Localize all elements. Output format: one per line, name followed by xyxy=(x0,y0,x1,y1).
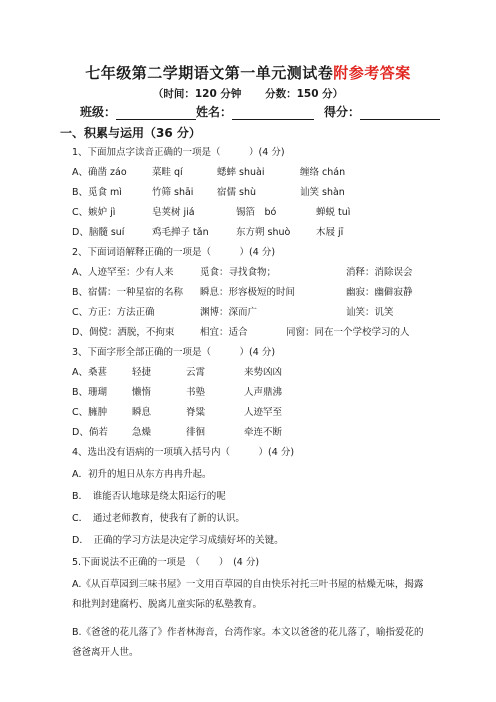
title-main: 七年级第二学期语文第一单元测试卷 xyxy=(85,64,334,82)
q1-d-item-2: 鸡毛掸子 tǎn xyxy=(152,227,209,238)
q2-d-item-3: 同窗：同在一个学校学习的人 xyxy=(286,327,410,338)
q3-c-item-2: 瞬息 xyxy=(132,407,152,418)
q4-option-c: C． 通过老师教育，使我有了新的认识。 xyxy=(72,513,245,524)
exam-time: （时间：120 分钟 xyxy=(152,88,242,100)
exam-meta xyxy=(0,86,496,101)
q3-b-item-3: 书塾 xyxy=(186,387,206,398)
q3-c-item-3: 脊粱 xyxy=(186,407,206,418)
question-4-stem: 4、选出没有语病的一项填入括号内（ ）(4 分) xyxy=(72,447,295,458)
q3-d-item-1: D、倘若 xyxy=(72,427,108,438)
q2-b-item-1: B、宿儒：一种星宿的名称 xyxy=(72,287,184,298)
question-5-stem: 5.下面说法不正确的一项是 （ ） (4 分) xyxy=(72,557,260,568)
q4-option-b: B． 谁能否认地球是绕太阳运行的呢 xyxy=(72,491,226,502)
q1-a-item-1: A、确凿 záo xyxy=(72,167,127,178)
question-2-stem: 2、下面词语解释正确的一项是（ ）(4 分) xyxy=(72,247,276,258)
q3-b-item-1: B、珊瑚 xyxy=(72,387,108,398)
q1-d-item-4: 木屐 jī xyxy=(316,227,344,238)
q5-option-b: B.《爸爸的花儿落了》作者林海音，台湾作家。本文以爸爸的花儿落了，喻指爱花的爸爸离开人世。 xyxy=(72,627,424,658)
student-info-line xyxy=(80,103,440,120)
q1-d-item-1: D、脑髓 suí xyxy=(72,227,125,238)
q2-d-item-2: 相宜：适合 xyxy=(200,327,248,338)
q3-b-item-4: 人声鼎沸 xyxy=(244,387,283,398)
q1-a-item-3: 蟋蟀 shuài xyxy=(217,167,265,178)
class-blank[interactable] xyxy=(116,105,196,120)
class-label: 班级： xyxy=(80,105,117,119)
q3-d-item-3: 徘徊 xyxy=(186,427,206,438)
q1-c-item-4: 蝉蜕 tuì xyxy=(316,207,351,218)
q2-b-item-3: 幽寂：幽僻寂静 xyxy=(346,287,413,298)
q2-c-item-3: 讪笑：讥笑 xyxy=(346,307,394,318)
q3-a-item-3: 云霄 xyxy=(186,367,206,378)
q3-d-item-2: 急燥 xyxy=(132,427,152,438)
q4-option-a: A．初升的旭日从东方冉冉升起。 xyxy=(72,469,212,480)
q1-b-item-3: 宿儒 shù xyxy=(217,187,257,198)
name-blank[interactable] xyxy=(232,105,314,120)
q1-b-item-4: 讪笑 shàn xyxy=(300,187,345,198)
q3-d-item-4: 牵连不断 xyxy=(244,427,283,438)
q2-c-item-1: C、方正：方法正确 xyxy=(72,307,155,318)
q2-a-item-1: A、人迹罕至：少有人来 xyxy=(72,267,174,278)
q3-b-item-2: 懒惰 xyxy=(132,387,152,398)
q4-option-d: D． 正确的学习方法是决定学习成绩好坏的关键。 xyxy=(72,535,284,546)
q2-a-item-2: 觅食：寻找食物； xyxy=(200,267,277,278)
q2-a-item-3: 消释：消除误会 xyxy=(346,267,413,278)
name-label: 姓名： xyxy=(196,105,233,119)
score-label: 得分： xyxy=(324,105,361,119)
question-1-stem: 1、下面加点字读音正确的一项是（ ）(4 分) xyxy=(72,147,285,158)
page-title xyxy=(0,62,496,83)
q1-c-item-1: C、嫉妒 jì xyxy=(72,207,116,218)
q3-a-item-4: 来势凶凶 xyxy=(244,367,283,378)
section-heading: 一、积累与运用（36 分） xyxy=(60,126,201,140)
q1-d-item-3: 东方朔 shuò xyxy=(236,227,291,238)
q1-b-item-2: 竹筛 shāi xyxy=(152,187,194,198)
q1-a-item-2: 菜畦 qí xyxy=(152,167,183,178)
question-3-stem: 3、下面字形全部正确的一项是（ ）(4 分) xyxy=(72,347,276,358)
exam-total-score: 分数：150 分） xyxy=(265,88,344,100)
q5-option-a: A.《从百草园到三味书屋》一文用百草园的自由快乐衬托三叶书屋的枯燥无味，揭露和批判封建腐朽、脱离儿童实际的私塾教育。 xyxy=(72,579,424,610)
q3-a-item-1: A、桑葚 xyxy=(72,367,107,378)
q3-a-item-2: 轻捷 xyxy=(132,367,152,378)
q3-c-item-4: 人迹罕至 xyxy=(244,407,283,418)
q1-a-item-4: 缠络 chán xyxy=(300,167,346,178)
title-answer-tag: 附参考答案 xyxy=(333,64,411,82)
score-blank[interactable] xyxy=(360,105,440,120)
q1-c-item-2: 皂荚树 jiá xyxy=(152,207,195,218)
q2-d-item-1: D、倜傥：洒脱，不拘束 xyxy=(72,327,175,338)
q3-c-item-1: C、臃肿 xyxy=(72,407,108,418)
q1-b-item-1: B、觅食 mì xyxy=(72,187,122,198)
q2-b-item-2: 瞬息：形容极短的时间 xyxy=(200,287,296,298)
q2-c-item-2: 渊博：深而广 xyxy=(200,307,258,318)
q1-c-item-3: 锡箔 bó xyxy=(236,207,277,218)
